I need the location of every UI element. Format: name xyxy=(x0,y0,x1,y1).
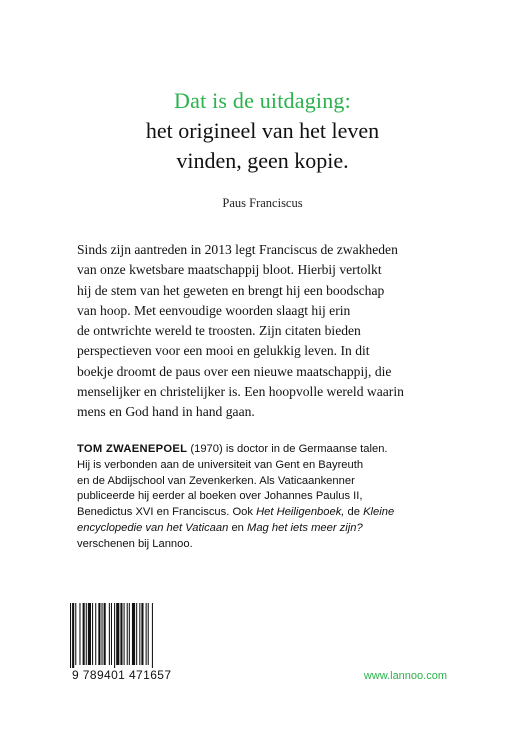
barcode-digits: 9 789401 471657 xyxy=(72,668,172,682)
bio-line: verschenen bij Lannoo. xyxy=(77,537,193,550)
barcode-bar xyxy=(114,603,115,673)
bio-line: Hij is verbonden aan de universiteit van Gent en Bayreuth xyxy=(77,458,364,471)
blurb-line: perspectieven voor een mooi en gelukkig leven. In dit xyxy=(77,343,370,359)
bio-line: en de Abdijschool van Zevenkerken. Als Vaticaankenner xyxy=(77,474,355,487)
barcode-bar xyxy=(79,603,80,665)
barcode-bar xyxy=(152,603,153,673)
blurb-line: mens en God hand in hand gaan. xyxy=(77,404,255,420)
book-title: Het Heiligenboek, xyxy=(256,506,345,519)
quote-attribution: Paus Franciscus xyxy=(222,196,303,210)
blurb-line: de ontwrichte wereld te troosten. Zijn citaten bieden xyxy=(77,323,361,339)
barcode-bar xyxy=(109,603,110,665)
barcode-bar xyxy=(104,603,106,665)
barcode-bar xyxy=(148,603,149,665)
bio-line xyxy=(77,442,477,458)
quote-line-3: vinden, geen kopie. xyxy=(176,148,349,173)
quote-line-2: het origineel van het leven xyxy=(145,118,380,143)
blurb-line: van hoop. Met eenvoudige woorden slaagt hij erin xyxy=(77,302,351,318)
barcode-bar xyxy=(75,603,76,665)
blurb-line: van onze kwetsbare maatschappij bloot. Hierbij vertolkt xyxy=(77,262,382,278)
barcode-bar xyxy=(95,603,96,665)
blurb-line: boekje droomt de paus over een nieuwe maatschappij, die xyxy=(77,363,392,379)
blurb-line: menselijker en christelijker is. Een hoopvolle wereld waarin xyxy=(77,384,404,400)
barcode-bar xyxy=(129,603,130,665)
barcode-bar xyxy=(132,603,135,665)
book-title: Kleine xyxy=(363,506,395,519)
barcode-bar xyxy=(120,603,122,665)
blurb-line: Sinds zijn aantreden in 2013 legt Franciscus de zwakheden xyxy=(77,242,398,257)
blurb-text xyxy=(77,240,477,423)
bio-text: en xyxy=(228,521,248,534)
bio-text: de xyxy=(344,506,364,519)
bio-line: publiceerde hij eerder al boeken over Johannes Paulus II, xyxy=(77,490,363,503)
bio-line xyxy=(77,505,477,521)
book-title: encyclopedie van het Vaticaan xyxy=(77,521,229,534)
barcode xyxy=(68,603,188,673)
bio-line xyxy=(77,521,477,537)
barcode-bar xyxy=(111,603,112,665)
barcode-bar xyxy=(139,603,140,665)
barcode-bar xyxy=(92,603,93,665)
barcode-bar xyxy=(116,603,119,665)
quote-block xyxy=(0,86,525,176)
bio-text: (1970) is doctor in de Germaanse talen. xyxy=(187,443,388,455)
barcode-bar xyxy=(98,603,100,665)
barcode-bar xyxy=(136,603,137,665)
publisher-website: www.lannoo.com xyxy=(363,670,447,682)
quote-line-1: Dat is de uitdaging: xyxy=(174,88,351,113)
author-name: TOM ZWAENEPOEL xyxy=(77,443,188,455)
barcode-bar xyxy=(102,603,103,665)
barcode-bar xyxy=(86,603,87,665)
barcode-bar xyxy=(124,603,125,665)
barcode-bar xyxy=(70,603,71,673)
barcode-bar xyxy=(72,603,74,673)
book-title: Mag het iets meer zijn? xyxy=(247,521,363,534)
barcode-bar xyxy=(127,603,128,665)
author-bio xyxy=(77,442,477,553)
barcode-bar xyxy=(146,603,147,665)
barcode-bar xyxy=(88,603,91,665)
barcode-bar xyxy=(141,603,143,665)
blurb-line: hij de stem van het geweten en brengt hij een boodschap xyxy=(77,282,385,298)
bio-text: Benedictus XVI en Franciscus. Ook xyxy=(77,506,257,519)
barcode-bar xyxy=(83,603,85,665)
